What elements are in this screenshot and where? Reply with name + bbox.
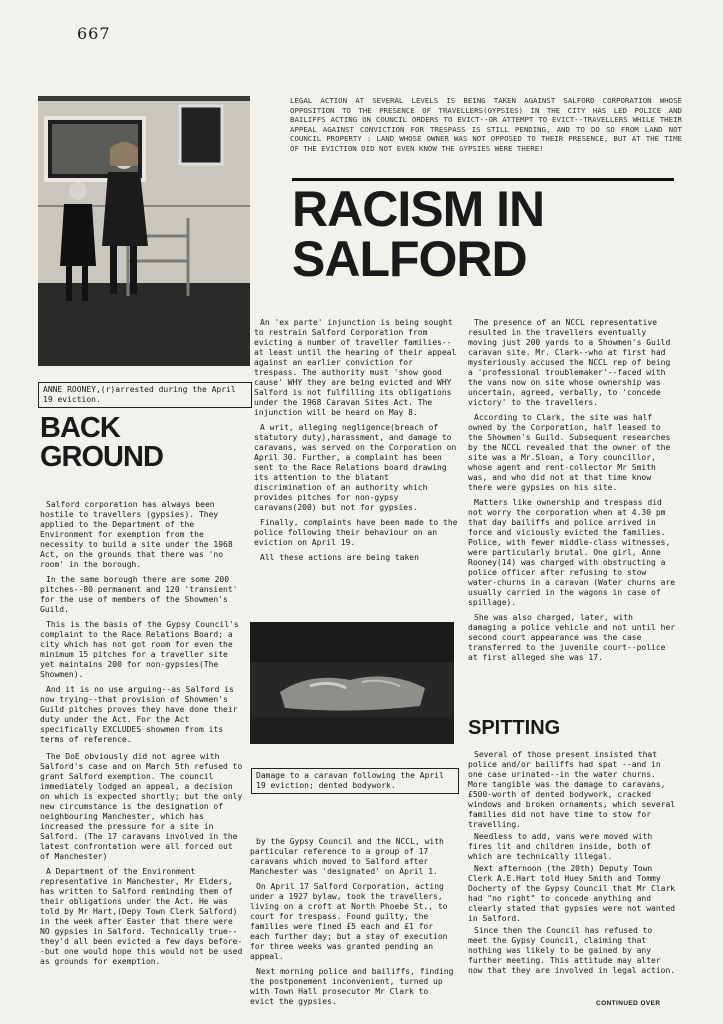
paragraph: This is the basis of the Gypsy Council's complaint to the Race Relations Board; a city which has not got room for even the minimum 15 pitches for a traveller site yet maintains 200 for non-gypsies(The Showmen). [40,620,239,679]
column-eviction-account [468,318,676,668]
photo-damaged-caravan [250,622,454,744]
paragraph: The DoE obviously did not agree with Salford's case and on March 5th refused to grant Salford exemption. The council immediately lodged an appeal, a decision on which is expected shortly; but the only new circumstance is the designation of neighbouring Manchester, which has increased the pressure for a site in Salford. (The 17 caravans involved in the latest confrontation were all forced out of Manchester) [40,752,243,861]
paragraph: In the same borough there are some 200 pitches--80 permanent and 120 'transient' for the use of members of the Showmen's Guild. [40,575,238,614]
paragraph: Finally, complaints have been made to the police following their behaviour on an eviction on April 19. [254,518,458,547]
column-spitting-section [468,750,676,978]
paragraph: And it is no use arguing--as Salford is now trying--that provision of Showmen's Guild pitches proves they have done their duty under the Act. For the Act specifically EXCLUDES showmen from its terms of reference. [40,685,238,744]
paragraph: According to Clark, the site was half owned by the Corporation, half leased to the Showmen's Guild. Subsequent researches by the NCCL revealed that the owner of the site was a Mr.Sloan, a Tory councillor, whose agent and rent-collector Mr Smith was, and who did not at that time know there were gypsies on his site. [468,413,671,492]
paragraph: Several of those present insisted that police and/or bailiffs had spat --and in one case urinated--in the water churns. More tangible was the damage to caravans, £500-worth of dented bodywork, cracked windows and broken ornaments, which several families did not have time to stow for travelling. [468,750,676,829]
paragraph: Next afternoon (the 20th) Deputy Town Clerk A.E.Hart told Huey Smith and Tommy Docherty of the Gypsy Council that Mr Clark had "no right" to concede anything and clearly stated that gypsies were not wanted in Salford. [468,864,676,923]
paragraph: On April 17 Salford Corporation, acting under a 1927 bylaw, took the travellers, living on a croft at North Phoebe St., to court for trespass. Found guilty, the families were fined £5 each and £1 for each further day; but a stay of execution for three weeks was granted pending an appeal. [250,882,448,961]
column-background-part-2 [40,752,244,972]
paragraph: She was also charged, later, with damaging a police vehicle and not until her second court appearance was the case transferred to the juvenile court--police at first alleged she was 17. [468,613,676,662]
paragraph: All these actions are being taken [260,553,419,562]
intro-paragraph: LEGAL ACTION AT SEVERAL LEVELS IS BEING TAKEN AGAINST SALFORD CORPORATION WHOSE OPPOSITION TO THE PRESENCE OF TRAVELLERS(GYPSIES) IN THE CITY HAS LED POLICE AND BAILIFFS ACTING ON COUNCIL ORDERS TO EVICT--OR ATTEMPT TO EVICT--TRAVELLERS WHILE THEIR APPEAL AGAINST CONVICTION FOR TRESPASS IS STILL PENDING, AND TO DO SO FROM LAND NOT COUNCIL PROPERTY : LAND WHOSE OWNER WAS NOT OPPOSED TO THEIR PRESENCE, BUT AT THE TIME OF THE EVICTION DID NOT EVEN KNOW THE GYPSIES WERE THERE! [290,96,682,153]
photo-children-at-caravan [38,96,250,366]
photo-caption-anne-rooney: ANNE ROONEY,(r)arrested during the April 19 eviction. [38,382,252,408]
headline [292,181,545,287]
column-legal-action-part-1 [254,318,460,568]
photo-caravan-drawing [250,622,454,744]
background-heading-line-1: BACK [40,412,120,444]
paragraph: A Department of the Environment representative in Manchester, Mr Elders, has written to Salford reminding them of their obligations under the Act. He was told by Mr Hart,(Depy Town Clerk Salford) in the week after Easter that there were NO gypsies in Salford. Technically true--they'd all been evicted a few days before--but one would hope this would not be used as grounds for exemption. [40,867,243,966]
paragraph: by the Gypsy Council and the NCCL, with particular reference to a group of 17 caravans which moved to Salford after Manchester was 'designated' on April 1. [250,837,444,876]
spitting-heading: SPITTING [468,717,561,739]
paragraph: The presence of an NCCL representative resulted in the travellers eventually moving just 200 yards to a Showmen's Guild caravan site. Mr. Clark--who at first had mysteriously accused the NCCL rep of being a 'professional troublemaker'--faced with the vans now on site whose ownership was uncertain, agreed, verbally, to 'concede victory' to the travellers. [468,318,671,407]
paragraph: Since then the Council has refused to meet the Gypsy Council, claiming that nothing was likely to be gained by any further meeting. This attitude may alter now that they are involved in legal action. [468,926,676,975]
paragraph: Needless to add, vans were moved with fires lit and children inside, both of which are technically illegal. [468,832,653,861]
paragraph: Next morning police and bailiffs, finding the postponement inconvenient, turned up with Town Hall prosecutor Mr Clark to evict the gypsies. [250,967,454,1006]
photo-children-drawing [38,96,250,366]
paragraph: An 'ex parte' injunction is being sought to restrain Salford Corporation from evicting a number of traveller families--at least until the hearing of their appeal against an earlier conviction for trespass. The authority must 'show good cause' WHY they are being evicted and WHY Salford is not fulfilling its obligations under the 1968 Caravan Sites Act. The injunction will be heard on May 8. [254,318,457,417]
photo-caption-damage: Damage to a caravan following the April 19 eviction; dented bodywork. [251,768,459,794]
paragraph: Matters like ownership and trespass did not worry the corporation when at 4.30 pm that day bailiffs and police arrived in force and viciously evicted the families. Police, with fewer middle-class witnesses, were particularly brutal. One girl, Anne Rooney(14) was charged with obstructing a police officer after refusing to stow water-churns in a caravan (Water churns are usually carried in the wagons in case of spillage). [468,498,676,607]
column-legal-action-part-2 [250,837,456,1012]
column-background-part-1 [40,500,244,750]
paragraph: A writ, alleging negligence(breach of statutory duty),harassment, and damage to caravans, was served on the Corporation on April 30. Further, a complaint has been sent to the Race Relations board drawing its attention to the blatant discrimination of an authority which provides pitches for non-gypsy caravans(200) but not for gypsies. [254,423,457,512]
page-number: 667 [77,24,111,43]
background-heading [40,414,163,472]
headline-line-2: SALFORD [292,231,527,287]
continued-over-label: CONTINUED OVER [596,1000,661,1007]
background-heading-line-2: GROUND [40,441,163,473]
paragraph: Salford corporation has always been hostile to travellers (gypsies). They applied to the Department of the Environment for exemption from the necessity to build a site under the 1968 Act, on the grounds that there was 'no room' in the borough. [40,500,233,569]
headline-line-1: RACISM IN [292,181,545,237]
